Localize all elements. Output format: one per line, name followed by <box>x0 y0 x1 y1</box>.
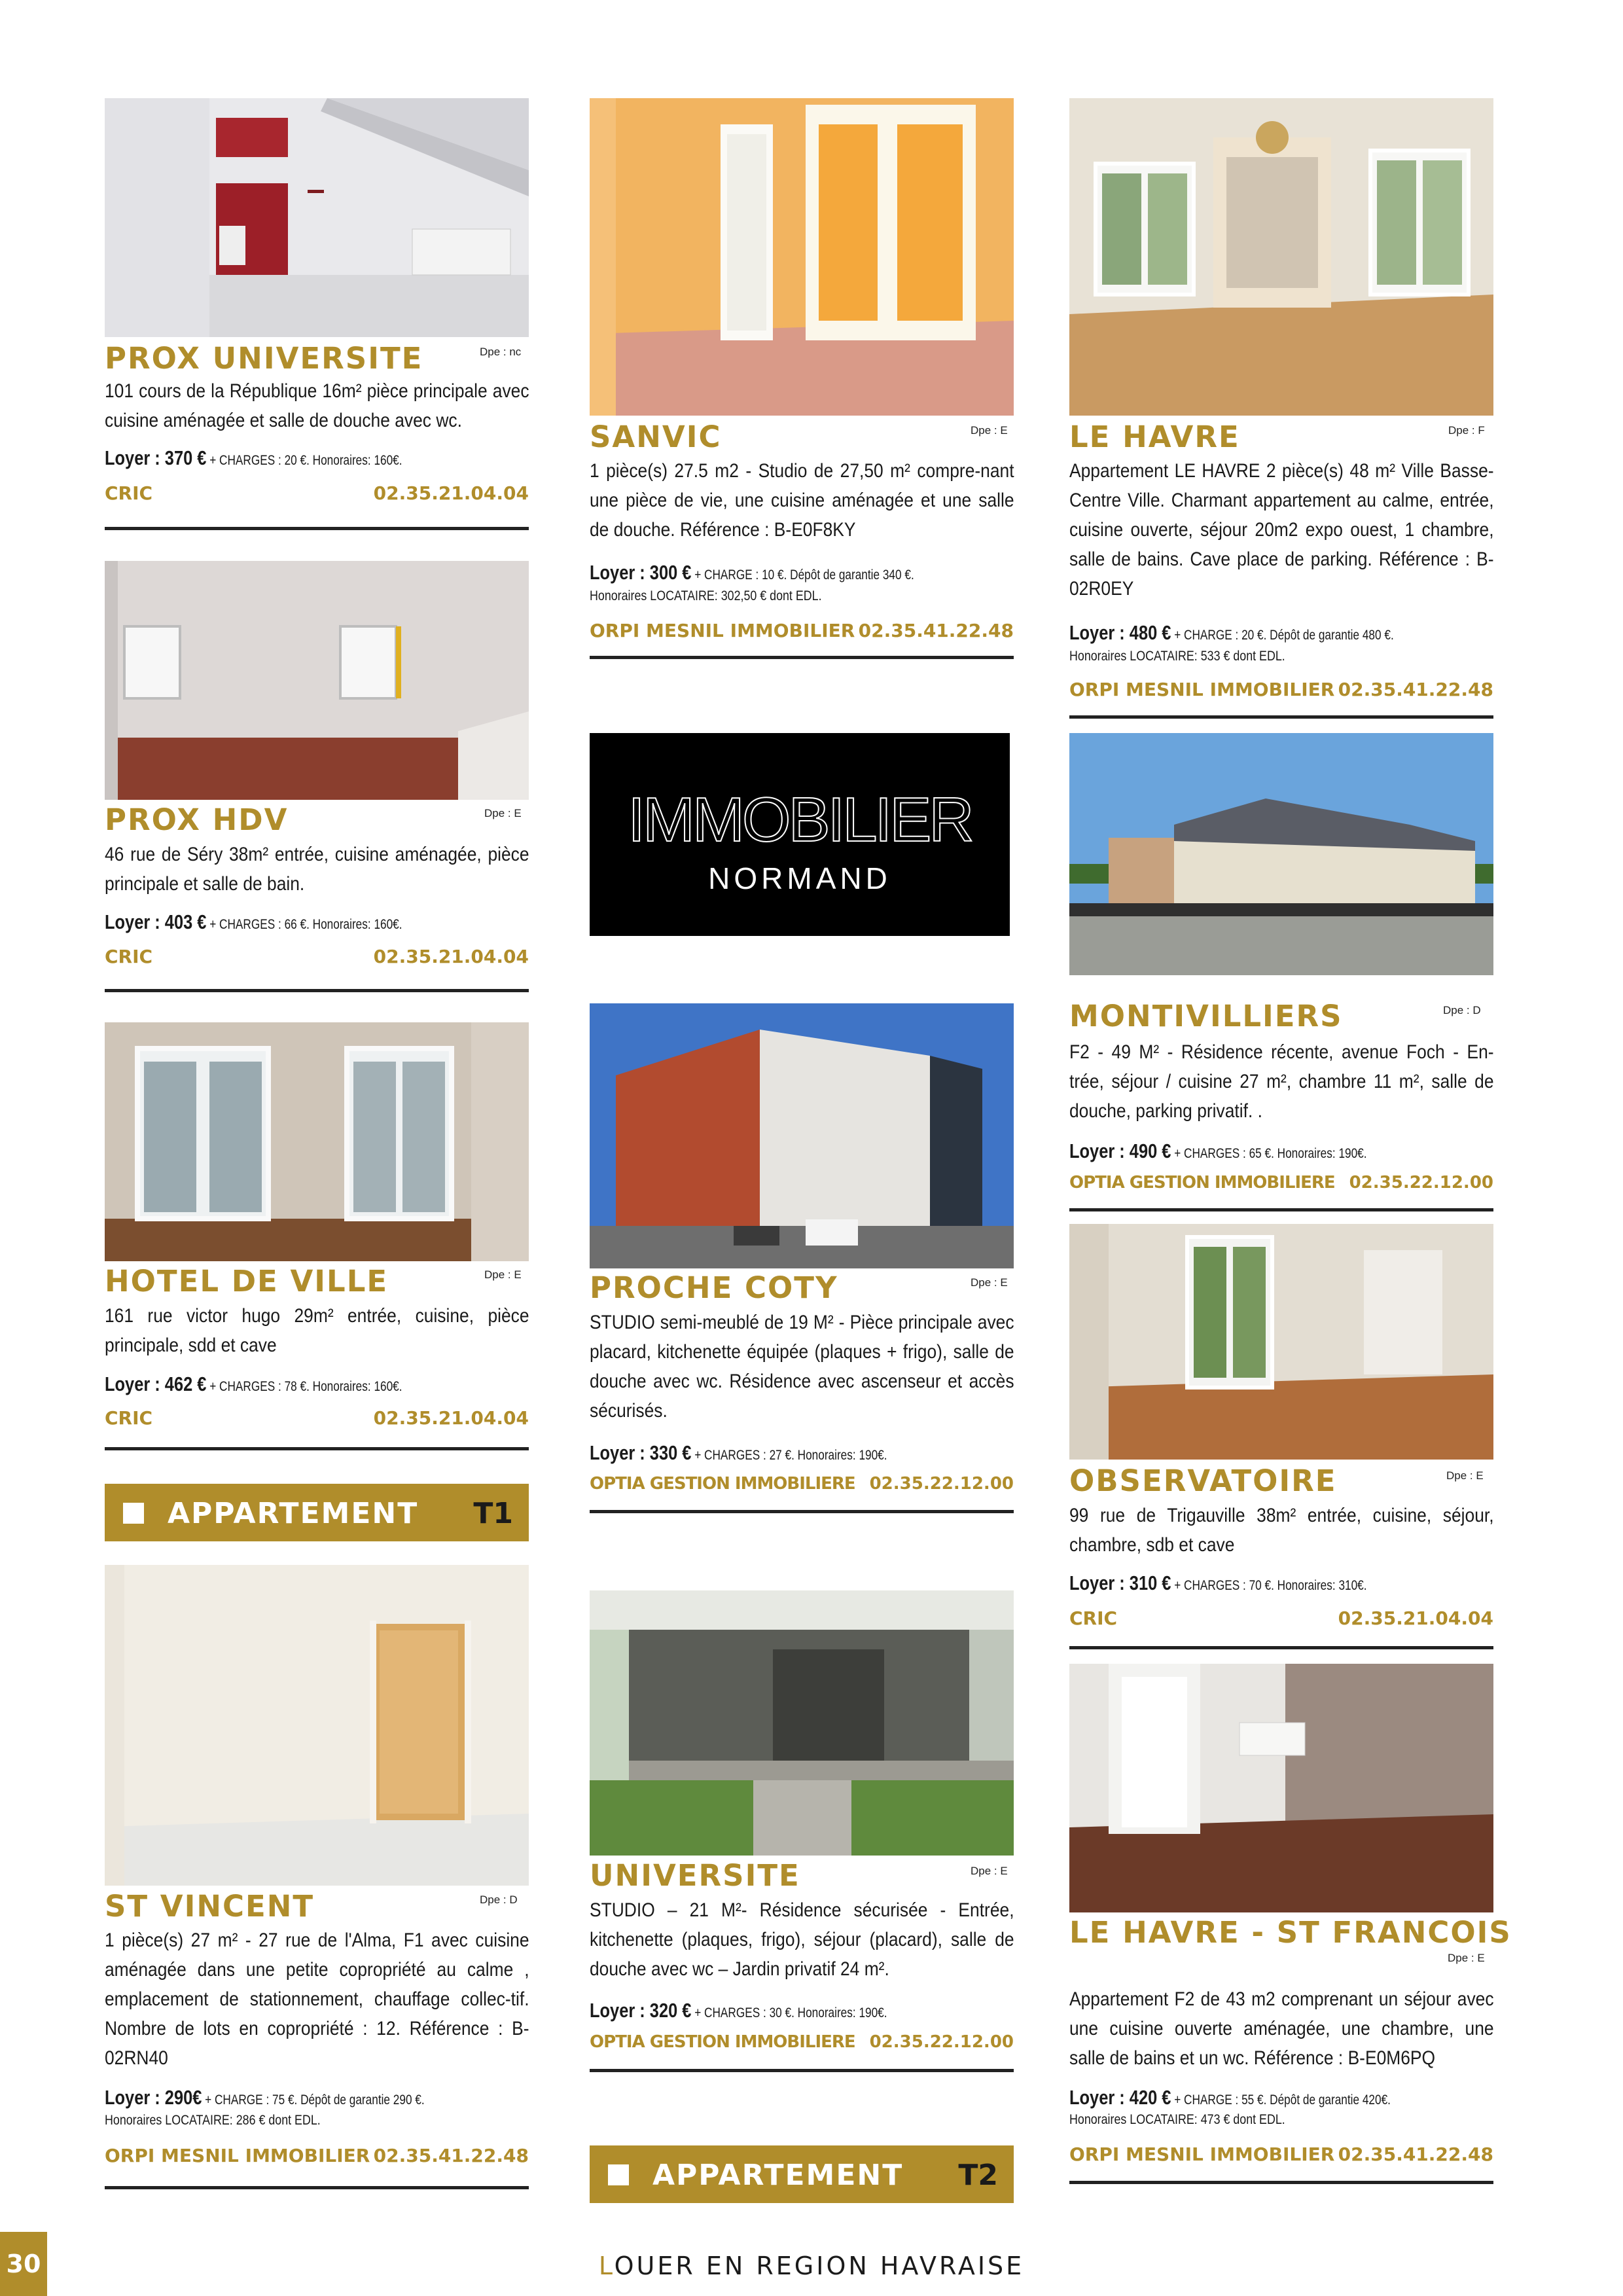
rent-amount: Loyer : 462 € <box>105 1372 207 1395</box>
agency-name: OPTIA GESTION IMMOBILIERE <box>1069 1173 1335 1193</box>
rent-amount: Loyer : 420 € <box>1069 2086 1171 2109</box>
advertiser-logo <box>590 733 1010 936</box>
rent-fees: Honoraires LOCATAIRE: 302,50 € dont EDL. <box>590 588 822 603</box>
listing-divider <box>590 656 1014 659</box>
banner-type: T2 <box>958 2159 998 2192</box>
agency-phone: 02.35.22.12.00 <box>869 1474 1014 1494</box>
dpe-rating: Dpe : D <box>1443 1004 1481 1016</box>
listing-divider <box>1069 1208 1493 1211</box>
listing-divider <box>590 1510 1014 1513</box>
agency-name: OPTIA GESTION IMMOBILIERE <box>590 2032 855 2052</box>
listing-title: UNIVERSITE <box>590 1858 800 1893</box>
agency-phone: 02.35.41.22.48 <box>1338 2144 1493 2165</box>
banner-type: T1 <box>473 1497 513 1530</box>
agency-name: CRIC <box>105 482 153 504</box>
listing-title: MONTIVILLIERS <box>1069 999 1343 1033</box>
listing-photo-hotel-de-ville <box>105 1022 529 1261</box>
listing-divider <box>105 1447 529 1450</box>
dpe-rating: Dpe : E <box>484 807 522 819</box>
rent-fees: Honoraires LOCATAIRE: 533 € dont EDL. <box>1069 649 1285 664</box>
listing-rent <box>1069 1140 1367 1165</box>
agency-phone: 02.35.21.04.04 <box>373 1407 529 1429</box>
listing-description: 1 pièce(s) 27 m² - 27 rue de l'Alma, F1 avec cuisine aménagée dans une petite copropriété au calme , emplacement de stationnement, chauffage collec-tif. Nombre de lots en copropriété : 12. Référence : B-02RN40 <box>105 1929 529 2069</box>
listing-divider <box>1069 715 1493 719</box>
agency-phone: 02.35.41.22.48 <box>1338 679 1493 700</box>
listing-divider <box>1069 2181 1493 2184</box>
listing-title: LE HAVRE <box>1069 420 1240 454</box>
rent-amount: Loyer : 490 € <box>1069 1139 1171 1162</box>
rent-amount: Loyer : 330 € <box>590 1441 692 1464</box>
agency-name: ORPI MESNIL IMMOBILIER <box>590 620 855 641</box>
agency-name: CRIC <box>105 1407 153 1429</box>
dpe-rating: Dpe : nc <box>480 346 522 358</box>
logo-line-1: IMMOBILIER <box>628 785 972 855</box>
listing-rent <box>105 911 402 936</box>
rent-fees: Honoraires LOCATAIRE: 286 € dont EDL. <box>105 2113 321 2128</box>
agency-name: CRIC <box>1069 1607 1118 1629</box>
agency-name: CRIC <box>105 946 153 967</box>
category-banner-t1 <box>105 1484 529 1541</box>
agency-phone: 02.35.21.04.04 <box>373 946 529 967</box>
listing-rent <box>1069 1572 1367 1597</box>
rent-amount: Loyer : 403 € <box>105 910 207 933</box>
listing-rent <box>105 447 402 472</box>
rent-amount: Loyer : 290€ <box>105 2086 202 2109</box>
listing-description: 101 cours de la République 16m² pièce principale avec cuisine aménagée et salle de douche avec wc. <box>105 380 529 431</box>
listing-photo-st-vincent <box>105 1565 529 1886</box>
listing-rent <box>1069 622 1394 647</box>
listing-description: Appartement LE HAVRE 2 pièce(s) 48 m² Ville Basse- Centre Ville. Charmant appartement au calme, entrée, cuisine ouverte, séjour 20m2 expo ouest, 1 chambre, salle de bains. Cave place de parking. Référence : B-02R0EY <box>1069 460 1494 600</box>
listing-photo-proche-coty <box>590 1003 1014 1268</box>
rent-charges: + CHARGE : 75 €. Dépôt de garantie 290 €. <box>202 2092 425 2108</box>
listing-title: PROCHE COTY <box>590 1270 838 1305</box>
listing-divider <box>105 989 529 992</box>
agency-phone: 02.35.21.04.04 <box>1338 1607 1493 1629</box>
page-footer <box>596 2251 1027 2280</box>
rent-charges: + CHARGE : 10 €. Dépôt de garantie 340 €. <box>691 567 914 583</box>
listing-description: 99 rue de Trigauville 38m² entrée, cuisine, séjour, chambre, sdb et cave <box>1069 1505 1494 1556</box>
rent-charges: + CHARGES : 65 €. Honoraires: 190€. <box>1171 1146 1367 1161</box>
page-number: 30 <box>0 2232 47 2296</box>
listing-divider <box>105 527 529 530</box>
listing-description: STUDIO – 21 M²- Résidence sécurisée - Entrée, kitchenette (plaques, frigo), séjour (placard), salle de douche avec wc – Jardin privatif 24 m². <box>590 1899 1014 1980</box>
rent-amount: Loyer : 300 € <box>590 561 692 584</box>
dpe-rating: Dpe : E <box>1446 1469 1484 1482</box>
banner-label: APPARTEMENT <box>168 1497 419 1530</box>
agency-phone: 02.35.41.22.48 <box>373 2145 529 2166</box>
rent-charges: + CHARGES : 70 €. Honoraires: 310€. <box>1171 1578 1367 1593</box>
listing-title: LE HAVRE - ST FRANCOIS <box>1069 1915 1512 1950</box>
listing-rent <box>105 1373 402 1398</box>
dpe-rating: Dpe : E <box>971 1865 1008 1877</box>
listing-photo-universite <box>590 1590 1014 1856</box>
rent-amount: Loyer : 310 € <box>1069 1571 1171 1594</box>
banner-label: APPARTEMENT <box>652 2159 904 2192</box>
listing-description: STUDIO semi-meublé de 19 M² - Pièce principale avec placard, kitchenette équipée (plaques + frigo), salle de douche avec wc. Résidence avec ascenseur et accès sécurisés. <box>590 1312 1014 1422</box>
agency-phone: 02.35.22.12.00 <box>1349 1173 1493 1193</box>
listing-photo-montivilliers <box>1069 733 1493 975</box>
listing-rent <box>590 2000 887 2024</box>
listing-rent <box>590 1442 887 1467</box>
listing-divider <box>590 2069 1014 2072</box>
listing-description: 161 rue victor hugo 29m² entrée, cuisine, pièce principale, sdd et cave <box>105 1305 529 1356</box>
listing-title: SANVIC <box>590 420 722 454</box>
listing-rent <box>1069 2087 1391 2111</box>
dpe-rating: Dpe : E <box>484 1268 522 1281</box>
agency-name: OPTIA GESTION IMMOBILIERE <box>590 1474 855 1494</box>
listing-title: HOTEL DE VILLE <box>105 1264 389 1299</box>
rent-charges: + CHARGE : 20 €. Dépôt de garantie 480 €. <box>1171 628 1394 643</box>
rent-charges: + CHARGES : 78 €. Honoraires: 160€. <box>206 1379 402 1394</box>
listing-divider <box>1069 1646 1493 1649</box>
listing-title: PROX UNIVERSITE <box>105 341 423 376</box>
rent-amount: Loyer : 480 € <box>1069 621 1171 644</box>
agency-name: ORPI MESNIL IMMOBILIER <box>1069 679 1335 700</box>
rent-amount: Loyer : 320 € <box>590 1999 692 2022</box>
listing-description: F2 - 49 M² - Résidence récente, avenue Foch - En-trée, séjour / cuisine 27 m², chambre 11 m², salle de douche, parking privatif. . <box>1069 1041 1494 1122</box>
banner-square-icon <box>608 2164 629 2185</box>
listing-description: 46 rue de Séry 38m² entrée, cuisine aménagée, pièce principale et salle de bain. <box>105 844 529 895</box>
dpe-rating: Dpe : F <box>1448 424 1485 437</box>
agency-name: ORPI MESNIL IMMOBILIER <box>105 2145 370 2166</box>
rent-charges: + CHARGES : 27 €. Honoraires: 190€. <box>691 1448 887 1463</box>
category-banner-t2 <box>590 2145 1014 2203</box>
listing-photo-prox-hdv <box>105 561 529 800</box>
rent-charges: + CHARGES : 30 €. Honoraires: 190€. <box>691 2005 887 2020</box>
dpe-rating: Dpe : E <box>971 424 1008 437</box>
listing-photo-sanvic <box>590 98 1014 416</box>
listing-photo-le-havre-st-francois <box>1069 1664 1493 1912</box>
listing-title: PROX HDV <box>105 802 289 837</box>
listing-description: Appartement F2 de 43 m2 comprenant un séjour avec une cuisine ouverte aménagée, une chambre, une salle de bains et un wc. Référence : B-E0M6PQ <box>1069 1988 1494 2069</box>
listing-divider <box>105 2186 529 2189</box>
listing-photo-observatoire <box>1069 1224 1493 1460</box>
agency-phone: 02.35.22.12.00 <box>869 2032 1014 2052</box>
footer-initial: L <box>598 2251 615 2280</box>
listing-rent <box>105 2087 425 2111</box>
listing-title: OBSERVATOIRE <box>1069 1463 1337 1498</box>
rent-fees: Honoraires LOCATAIRE: 473 € dont EDL. <box>1069 2112 1285 2127</box>
rent-charges: + CHARGES : 66 €. Honoraires: 160€. <box>206 917 402 932</box>
listing-rent <box>590 562 914 586</box>
rent-amount: Loyer : 370 € <box>105 446 207 469</box>
agency-phone: 02.35.41.22.48 <box>858 620 1014 641</box>
listing-photo-prox-universite <box>105 98 529 337</box>
footer-text: OUER EN REGION HAVRAISE <box>614 2251 1025 2280</box>
banner-square-icon <box>123 1503 144 1524</box>
listing-description: 1 pièce(s) 27.5 m2 - Studio de 27,50 m² compre-nant une pièce de vie, une cuisine aménagée et une salle de douche. Référence : B-E0F8KY <box>590 460 1014 541</box>
listing-photo-le-havre <box>1069 98 1493 416</box>
rent-charges: + CHARGES : 20 €. Honoraires: 160€. <box>206 453 402 468</box>
listing-title: ST VINCENT <box>105 1889 315 1924</box>
dpe-rating: Dpe : D <box>480 1893 518 1906</box>
rent-charges: + CHARGE : 55 €. Dépôt de garantie 420€. <box>1171 2092 1391 2108</box>
agency-name: ORPI MESNIL IMMOBILIER <box>1069 2144 1335 2165</box>
dpe-rating: Dpe : E <box>971 1276 1008 1289</box>
logo-line-2: NORMAND <box>708 861 891 895</box>
dpe-rating: Dpe : E <box>1448 1952 1485 1964</box>
agency-phone: 02.35.21.04.04 <box>373 482 529 504</box>
